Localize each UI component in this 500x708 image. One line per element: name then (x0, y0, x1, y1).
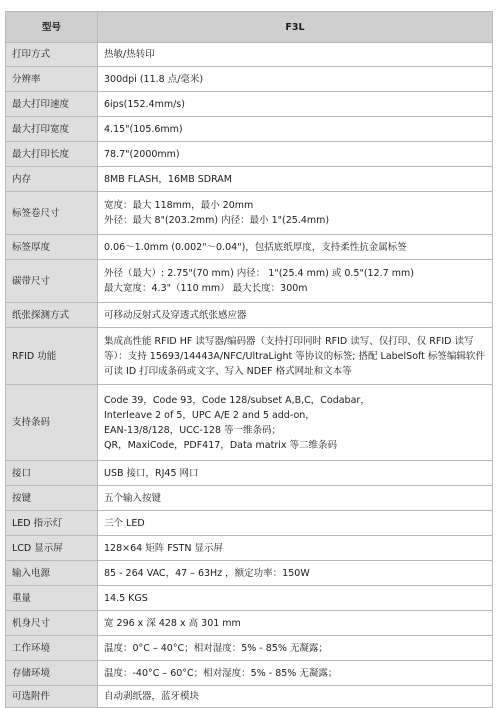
table-row (6, 117, 493, 142)
value-line: 128×64 矩阵 FSTN 显示屏 (104, 542, 223, 554)
row-label: 打印方式 (6, 43, 98, 67)
table-row (6, 67, 493, 92)
row-value (98, 461, 493, 486)
row-value (98, 117, 493, 142)
row-label: 重量 (6, 586, 98, 611)
value-line: 最大宽度：4.3"（110 mm） 最大长度：300m (104, 283, 308, 294)
value-line: 4.15"(105.6mm) (104, 123, 183, 135)
value-line: QR，MaxiCode，PDF417，Data matrix 等二维条码 (104, 439, 338, 451)
value-line: 三个 LED (104, 517, 145, 529)
row-label: LED 指示灯 (6, 511, 98, 536)
row-value (98, 67, 493, 92)
table-row (6, 686, 493, 708)
row-value (98, 142, 493, 167)
value-line: 8MB FLASH，16MB SDRAM (104, 173, 233, 185)
table-row (6, 461, 493, 486)
value-line: Interleave 2 of 5，UPC A/E 2 and 5 add-on， (104, 409, 315, 421)
value-line: 0.06～1.0mm (0.002"～0.04")，包括底纸厚度，支持柔性抗金属标签 (104, 241, 407, 253)
row-value (98, 511, 493, 536)
row-label: 存储环境 (6, 661, 98, 686)
value-line: 外径（最大）: 2.75"(70 mm) 内径： 1"(25.4 mm) 或 0.5"(12.7 mm) (104, 268, 414, 279)
row-value (98, 167, 493, 192)
row-label: 最大打印宽度 (6, 117, 98, 142)
value-line: 外径：最大 8"(203.2mm) 内径：最小 1"(25.4mm) (104, 215, 330, 226)
value-line: 6ips(152.4mm/s) (104, 98, 185, 110)
row-value (98, 686, 493, 708)
table-row (6, 142, 493, 167)
row-value (98, 561, 493, 586)
row-label: 碳带尺寸 (6, 260, 98, 303)
table-row (6, 636, 493, 661)
value-line: 78.7"(2000mm) (104, 148, 180, 160)
row-value (98, 260, 493, 303)
row-label: 内存 (6, 167, 98, 192)
row-value (98, 235, 493, 260)
spec-table (5, 11, 493, 708)
row-label: 最大打印速度 (6, 92, 98, 117)
row-value (98, 611, 493, 636)
value-line: EAN-13/8/128，UCC-128 等一维条码； (104, 424, 282, 436)
value-line: 300dpi (11.8 点/毫米) (104, 73, 204, 85)
row-label: LCD 显示屏 (6, 536, 98, 561)
row-label: 标签卷尺寸 (6, 192, 98, 235)
table-row (6, 43, 493, 67)
value-line: 温度：-40°C – 60°C；相对湿度：5% - 85% 无凝露； (104, 667, 338, 679)
row-value (98, 92, 493, 117)
table-row (6, 303, 493, 328)
row-value (98, 303, 493, 328)
table-row (6, 536, 493, 561)
row-value (98, 43, 493, 67)
spec-table-body (6, 43, 493, 708)
value-line: Code 39，Code 93，Code 128/subset A,B,C，Codabar， (104, 394, 370, 406)
value-line: 14.5 KGS (104, 592, 148, 604)
row-label: 分辨率 (6, 67, 98, 92)
row-label: 输入电源 (6, 561, 98, 586)
row-value (98, 586, 493, 611)
table-row (6, 92, 493, 117)
table-row (6, 561, 493, 586)
row-label: 最大打印长度 (6, 142, 98, 167)
row-label: 机身尺寸 (6, 611, 98, 636)
value-line: 可移动反射式及穿透式纸张感应器 (104, 309, 247, 321)
table-row (6, 192, 493, 235)
row-label: 按键 (6, 486, 98, 511)
value-line: 宽度：最大 118mm，最小 20mm (104, 200, 254, 211)
header-model: F3L (98, 12, 493, 43)
table-row (6, 235, 493, 260)
header-label: 型号 (6, 12, 98, 43)
row-label: 接口 (6, 461, 98, 486)
table-row (6, 328, 493, 385)
value-line: 五个输入按键 (104, 492, 162, 504)
row-label: 纸张探测方式 (6, 303, 98, 328)
row-value (98, 536, 493, 561)
table-row (6, 611, 493, 636)
value-line: USB 接口，RJ45 网口 (104, 467, 199, 479)
value-line: 自动剥纸器，蓝牙模块 (104, 691, 200, 702)
row-label: 可选附件 (6, 686, 98, 708)
row-label: 支持条码 (6, 385, 98, 461)
row-value (98, 636, 493, 661)
row-value (98, 385, 493, 461)
table-row (6, 167, 493, 192)
table-row (6, 511, 493, 536)
row-value (98, 486, 493, 511)
table-row (6, 486, 493, 511)
value-line: 宽 296 x 深 428 x 高 301 mm (104, 617, 241, 629)
row-value (98, 328, 493, 385)
value-line: 集成高性能 RFID HF 读写器/编码器（支持打印同时 RFID 读写、仅打印、仅 RFID 读写等）：支持 15693/14443A/NFC/UltraLight 等协议的标签; 搭配 LabelSoft 标签编辑软件可读 ID 打印成条码或文字、写入 NDEF 格式网址和文本等 (104, 335, 485, 377)
table-row (6, 385, 493, 461)
table-header-row (6, 12, 493, 43)
value-line: 85 - 264 VAC，47 – 63Hz ，额定功率：150W (104, 567, 310, 579)
value-line: 热敏/热转印 (104, 49, 155, 60)
table-row (6, 260, 493, 303)
table-row (6, 586, 493, 611)
row-label: RFID 功能 (6, 328, 98, 385)
row-label: 标签厚度 (6, 235, 98, 260)
value-line: 温度：0°C – 40°C；相对湿度：5% - 85% 无凝露； (104, 642, 328, 654)
row-value (98, 192, 493, 235)
row-label: 工作环境 (6, 636, 98, 661)
